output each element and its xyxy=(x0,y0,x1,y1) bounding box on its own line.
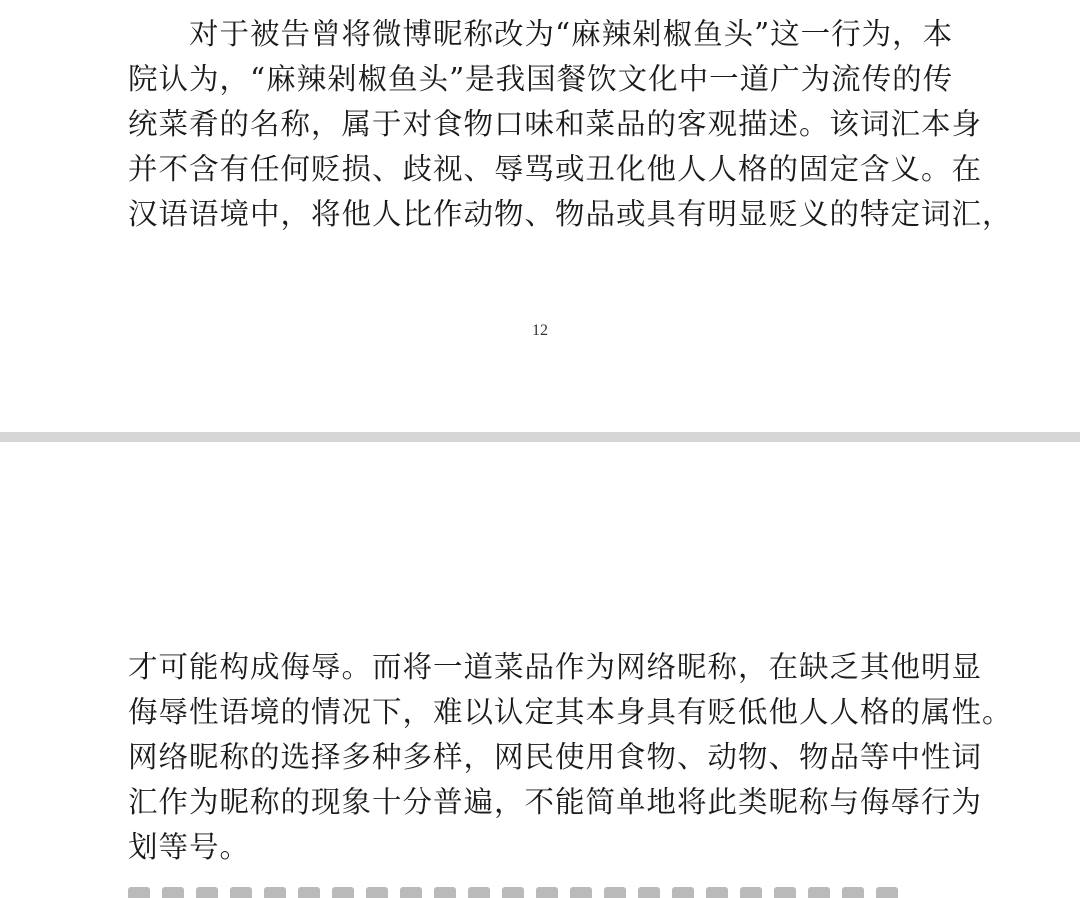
document-page-top xyxy=(0,0,1080,432)
text-line: 院认为，“麻辣剁椒鱼头”是我国餐饮文化中一道广为流传的传 xyxy=(128,62,954,96)
body-paragraph xyxy=(128,645,1013,870)
text-line: 划等号。 xyxy=(128,830,251,864)
text-line: 侮辱性语境的情况下，难以认定其本身具有贬低他人人格的属性。 xyxy=(128,695,1013,729)
text-line: 统菜肴的名称，属于对食物口味和菜品的客观描述。该词汇本身 xyxy=(128,107,983,141)
document-page-bottom xyxy=(0,442,1080,898)
cropped-previous-line xyxy=(128,0,388,4)
body-paragraph xyxy=(128,12,1013,237)
page-number: 12 xyxy=(532,322,548,339)
text-line: 才可能构成侮辱。而将一道菜品作为网络昵称，在缺乏其他明显 xyxy=(128,650,983,684)
text-line: 汉语语境中，将他人比作动物、物品或具有明显贬义的特定词汇， xyxy=(128,197,1013,231)
text-line: 汇作为昵称的现象十分普遍，不能简单地将此类昵称与侮辱行为 xyxy=(128,785,983,819)
text-line: 对于被告曾将微博昵称改为“麻辣剁椒鱼头”这一行为，本 xyxy=(128,17,954,51)
text-line: 并不含有任何贬损、歧视、辱骂或丑化他人人格的固定含义。在 xyxy=(128,152,983,186)
cropped-next-line xyxy=(128,887,950,898)
page-separator xyxy=(0,432,1080,442)
text-line: 网络昵称的选择多种多样，网民使用食物、动物、物品等中性词 xyxy=(128,740,983,774)
